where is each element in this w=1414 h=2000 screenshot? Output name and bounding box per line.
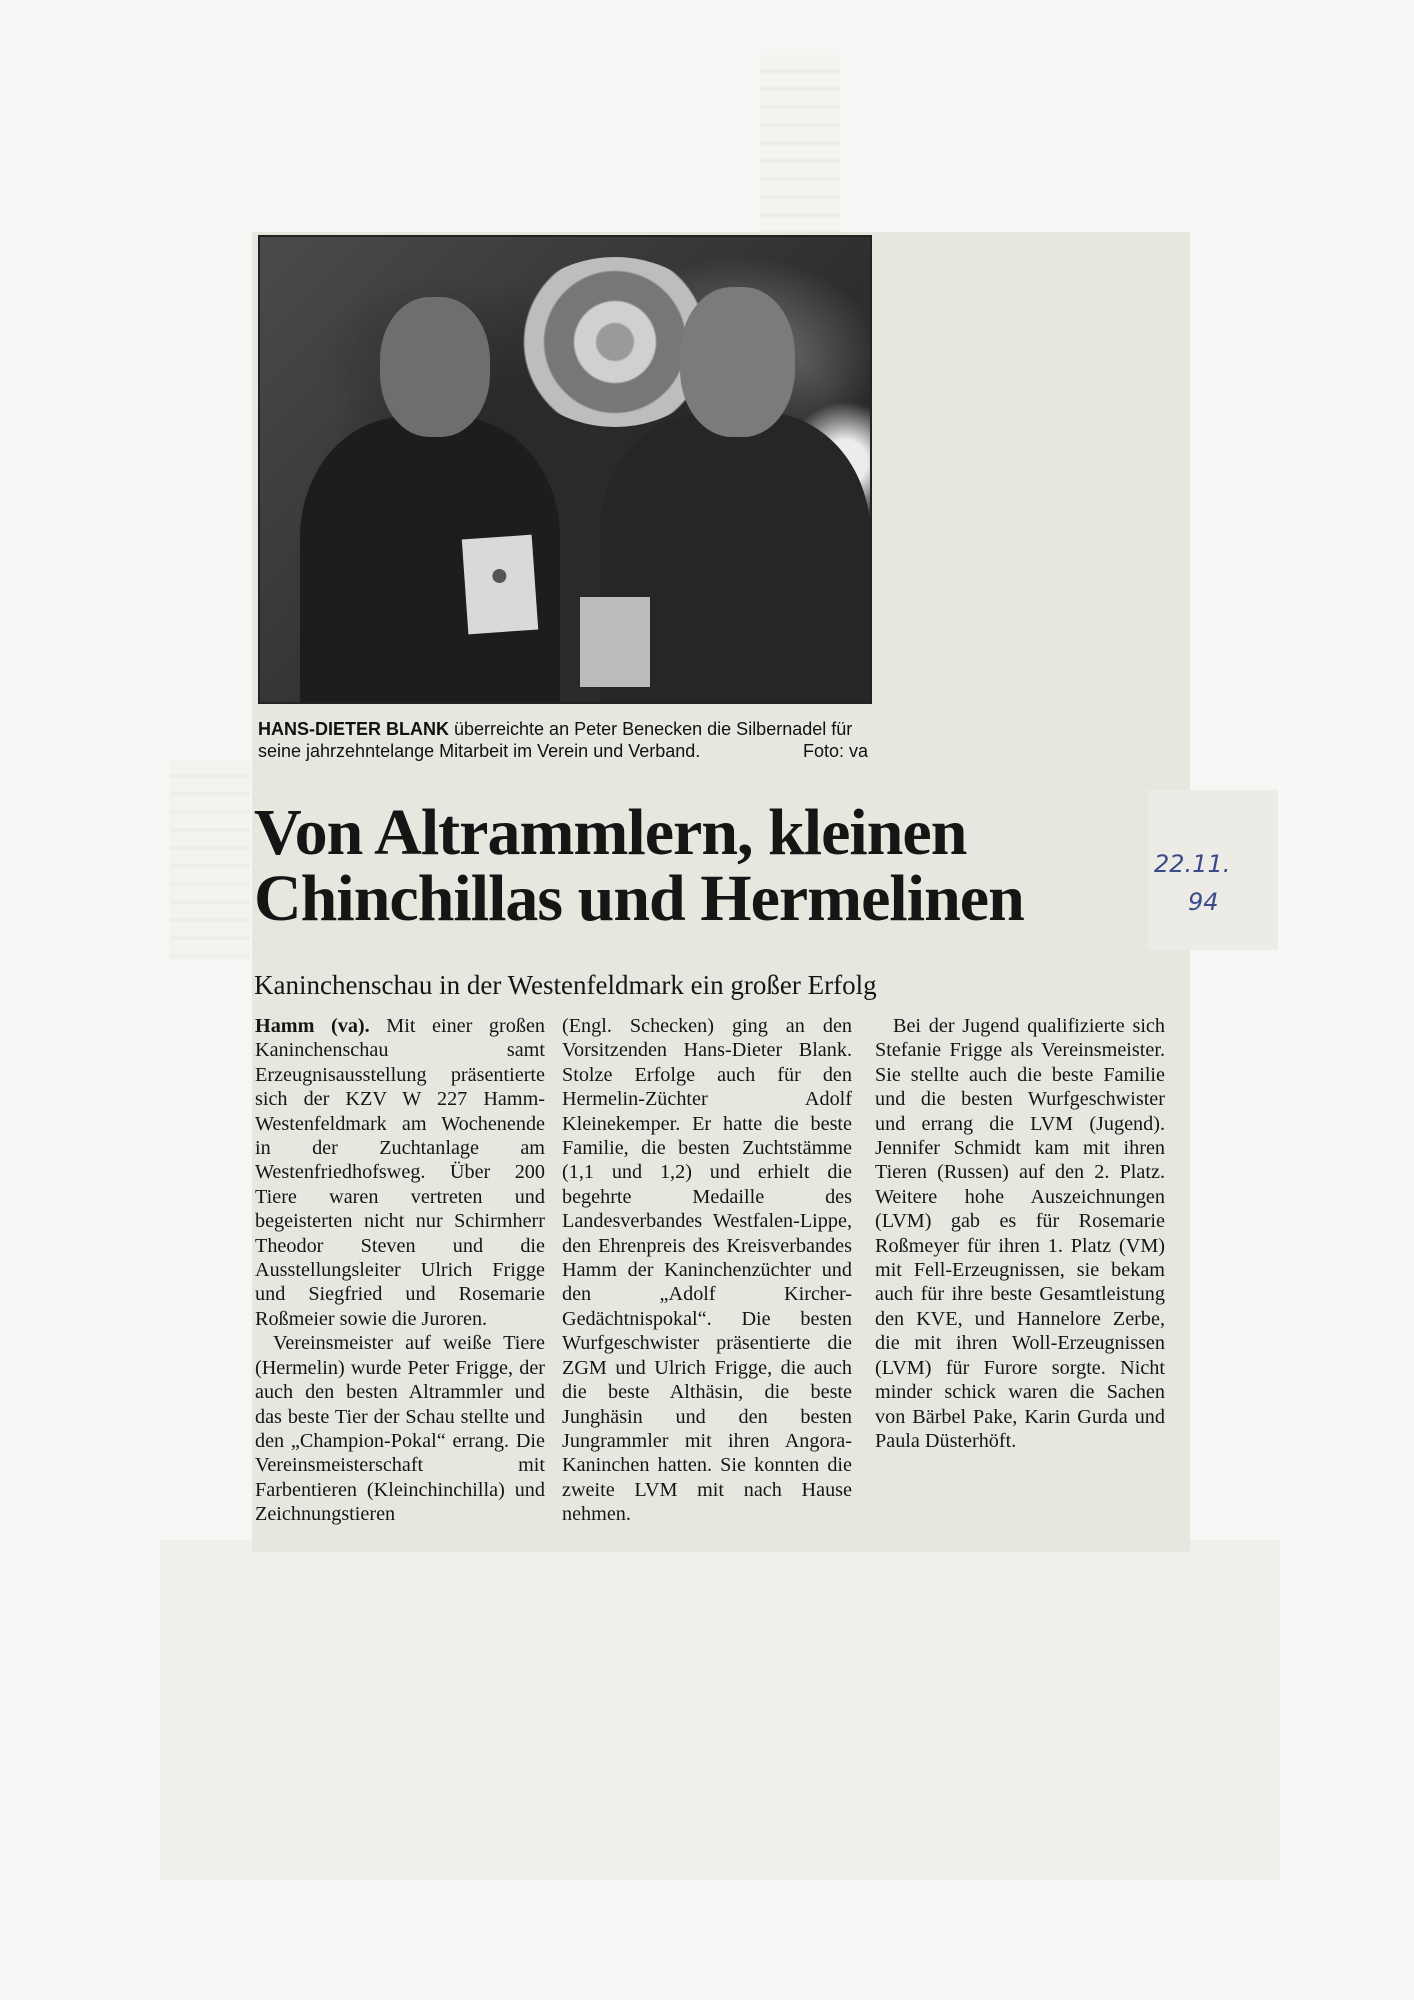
bleed-through-top (760, 55, 840, 235)
article-column-2 (562, 1014, 852, 1527)
handwritten-date-year: 94 (1188, 888, 1219, 916)
caption-text: überreichte an Peter Benecken die Silbernadel für seine jahrzehntelange Mitarbeit im Verein und Verband. (258, 719, 853, 761)
article-paragraph: (Engl. Schecken) ging an den Vorsitzenden Hans-Dieter Blank. Stolze Erfolge auch für den Hermelin-Züchter Adolf Kleinekemper. Er hatte die beste Familie, die besten Zuchtstämme (1,1 und 1,2) und erhielt die begehrte Medaille des Landesverbandes Westfalen-Lippe, den Ehrenpreis des Kreisverbandes Hamm der Kaninchenzüchter und den „Adolf Kircher-Gedächtnispokal“. Die besten Wurfgeschwister präsentierte die ZGM und Ulrich Frigge, die auch die beste Althäsin, die beste Junghäsin und den besten Jungrammler mit ihren Angora-Kaninchen hatten. Sie konnten die zweite LVM mit nach Hause nehmen. (562, 1015, 852, 1526)
article-column-3 (875, 1014, 1165, 1453)
article-paragraph: Bei der Jugend qualifizierte sich Stefanie Frigge als Vereinsmeister. Sie stellte auch die beste Familie und die besten Wurfgeschwister und errang die LVM (Jugend). Jennifer Schmidt kam mit ihren Tieren (Russen) auf den 2. Platz. Weitere hohe Auszeichnungen (LVM) gab es für Rosemarie Roßmeyer für ihren 1. Platz (VM) mit Fell-Erzeugnissen, sie bekam auch für ihre beste Gesamtleistung den KVE, und Hannelore Zerbe, die mit ihren Woll-Erzeugnissen (LVM) für Furore sorgte. Nicht minder schick waren die Sachen von Bärbel Pake, Karin Gurda und Paula Düsterhöft. (875, 1015, 1165, 1452)
handwritten-date-note (1148, 790, 1278, 950)
headline-line-1: Von Altrammlern, kleinen (254, 796, 967, 869)
dateline: Hamm (va). (255, 1015, 370, 1037)
subheadline: Kaninchenschau in der Westenfeldmark ein großer Erfolg (254, 970, 877, 1000)
article-column-1 (255, 1014, 545, 1527)
certificate (462, 535, 538, 635)
article-photo (258, 235, 872, 704)
bleed-through-left (170, 760, 250, 960)
article-paragraph (255, 1014, 545, 1331)
photo-credit: Foto: va (802, 741, 868, 761)
paragraph-text: Mit einer großen Kaninchenschau samt Erzeugnisausstellung präsentierte sich der KZV W 227 Hamm-Westenfeldmark am Wochenende in der Zuchtanlage am Westenfriedhofsweg. Über 200 Tiere waren vertreten und begeisterten nicht nur Schirmherr Theodor Steven und die Ausstellungsleiter Ulrich Frigge und Siegfried und Rosemarie Roßmeier sowie die Juroren. (255, 1015, 545, 1330)
bleed-through-bottom (160, 1540, 1280, 1880)
caption-lead: HANS-DIETER BLANK (258, 719, 449, 739)
headline (254, 796, 1154, 935)
person-left-head (380, 297, 490, 437)
headline-line-2: Chinchillas und Hermelinen (254, 862, 1024, 935)
handwritten-date-day-month: 22.11. (1154, 850, 1231, 878)
person-right-head (680, 287, 795, 437)
article-paragraph: Vereinsmeister auf weiße Tiere (Hermelin) wurde Peter Frigge, der auch den besten Altrammler und das beste Tier der Schau stellte und den „Champion-Pokal“ errang. Die Vereinsmeisterschaft mit Farbentieren (Kleinchinchilla) und Zeichnungstieren (255, 1332, 545, 1526)
photo-caption (258, 718, 868, 762)
trophy (580, 597, 650, 687)
